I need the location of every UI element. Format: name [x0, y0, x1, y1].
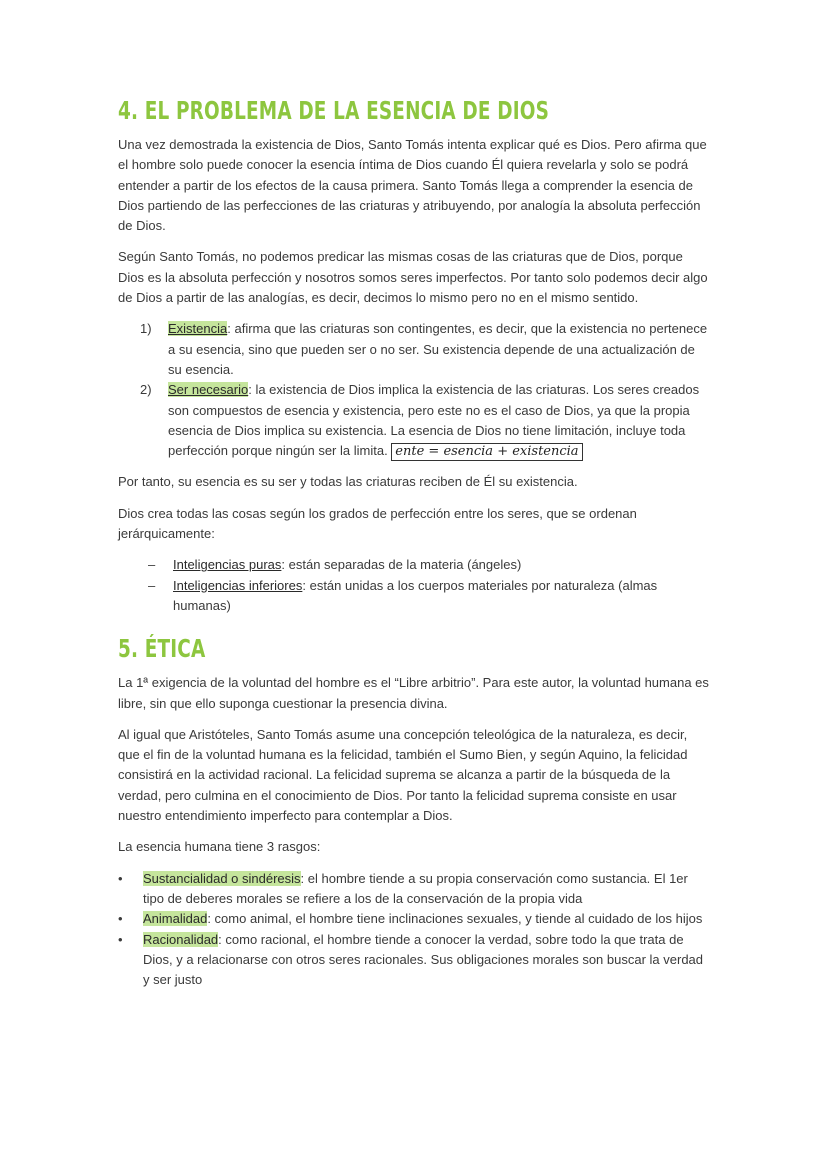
list-number: 1): [140, 321, 152, 337]
dash-list-item: [118, 576, 710, 617]
dash-marker: –: [148, 557, 156, 573]
bullet-list-item: [118, 869, 710, 910]
bullet-marker: •: [118, 931, 123, 947]
section-5-paragraph-3: La esencia humana tiene 3 rasgos:: [118, 839, 321, 855]
underlined-term: Inteligencias puras: [173, 557, 282, 573]
highlighted-term: Existencia: [168, 321, 228, 337]
section-4-paragraph-3: Por tanto, su esencia es su ser y todas las criaturas reciben de Él su existencia.: [118, 474, 578, 490]
dash-list: [118, 555, 710, 616]
list-item-text: : la existencia de Dios implica la existencia de las criaturas. Los seres creados son compuestos de esencia y existencia, pero este no es el caso de Dios, ya que la propia esencia de Dios implica su existencia. La esencia de Dios no tiene limitación, incluye toda perfección porque ningún ser la limita.: [168, 382, 700, 459]
section-4-heading: 4. EL PROBLEMA DE LA ESENCIA DE DIOS: [118, 96, 550, 125]
bullet-list-item: [118, 909, 710, 929]
list-number: 2): [140, 382, 152, 398]
highlighted-term: Sustancialidad o sindéresis: [143, 870, 301, 886]
dash-marker: –: [148, 577, 156, 593]
numbered-list-item: [118, 319, 710, 380]
bullet-list-item: [118, 930, 710, 991]
bullet-marker: •: [118, 870, 123, 886]
list-item-text: : afirma que las criaturas son contingentes, es decir, que la existencia no pertenece a su esencia, sino que pueden ser o no ser. Su existencia depende de una actualización de su esencia.: [168, 321, 708, 377]
list-item-text: : están separadas de la materia (ángeles): [281, 557, 522, 573]
section-5-paragraph-2: Al igual que Aristóteles, Santo Tomás asume una concepción teleológica de la naturaleza, es decir, que el fin de la voluntad humana es la felicidad, también el Sumo Bien, y según Aquino, la felicidad consistirá en la actividad racional. La felicidad suprema se alcanza a partir de la búsqueda de la verdad, pero culmina en el conocimiento de Dios. Por tanto la felicidad suprema consiste en usar nuestro entendimiento imperfecto para contemplar a Dios.: [118, 726, 688, 824]
list-item-text: : como animal, el hombre tiene inclinaciones sexuales, y tiende al cuidado de los hijos: [207, 911, 703, 927]
bullet-marker: •: [118, 911, 123, 927]
section-4-paragraph-1: Una vez demostrada la existencia de Dios, Santo Tomás intenta explicar qué es Dios. Pero afirma que el hombre solo puede conocer la esencia íntima de Dios cuando Él quiera revelarla y solo se podrá entender a partir de los efectos de la causa primera. Santo Tomás llega a comprender la esencia de Dios partiendo de las perfecciones de las criaturas y atribuyendo, por analogía la absoluta perfección de Dios.: [118, 137, 707, 234]
section-4-paragraph-4: Dios crea todas las cosas según los grados de perfección entre los seres, que se ordenan jerárquicamente:: [118, 505, 637, 542]
highlighted-term: Racionalidad: [143, 931, 219, 947]
numbered-list-item: [118, 380, 710, 461]
section-5-heading: 5. ÉTICA: [118, 634, 206, 664]
document-body: [118, 96, 710, 1001]
list-item-text: : el hombre tiende a su propia conservación como sustancia. El 1er tipo de deberes morales se refiere a los de la conservación de la propia vida: [143, 870, 688, 906]
section-4-paragraph-2: Según Santo Tomás, no podemos predicar las mismas cosas de las criaturas que de Dios, porque Dios es la absoluta perfección y nosotros somos seres imperfectos. Por tanto solo podemos decir algo de Dios a partir de las analogías, es decir, decimos lo mismo pero no en el mismo sentido.: [118, 249, 708, 306]
section-5-paragraph-1: La 1ª exigencia de la voluntad del hombre es el “Libre arbitrio”. Para este autor, la voluntad humana es libre, sin que ello suponga cuestionar la presencia divina.: [118, 675, 709, 711]
list-item-text: : están unidas a los cuerpos materiales por naturaleza (almas humanas): [173, 577, 658, 613]
dash-list-item: [118, 555, 710, 575]
formula-box: ente = esencia + existencia: [391, 443, 582, 461]
numbered-list: [118, 319, 710, 461]
highlighted-term: Ser necesario: [168, 382, 249, 398]
highlighted-term: Animalidad: [143, 911, 208, 927]
underlined-term: Inteligencias inferiores: [173, 577, 303, 593]
bullet-list: [118, 869, 710, 991]
list-item-text: : como racional, el hombre tiende a conocer la verdad, sobre todo la que trata de Dios, y a relacionarse con otros seres racionales. Sus obligaciones morales son buscar la verdad y ser justo: [143, 931, 704, 988]
